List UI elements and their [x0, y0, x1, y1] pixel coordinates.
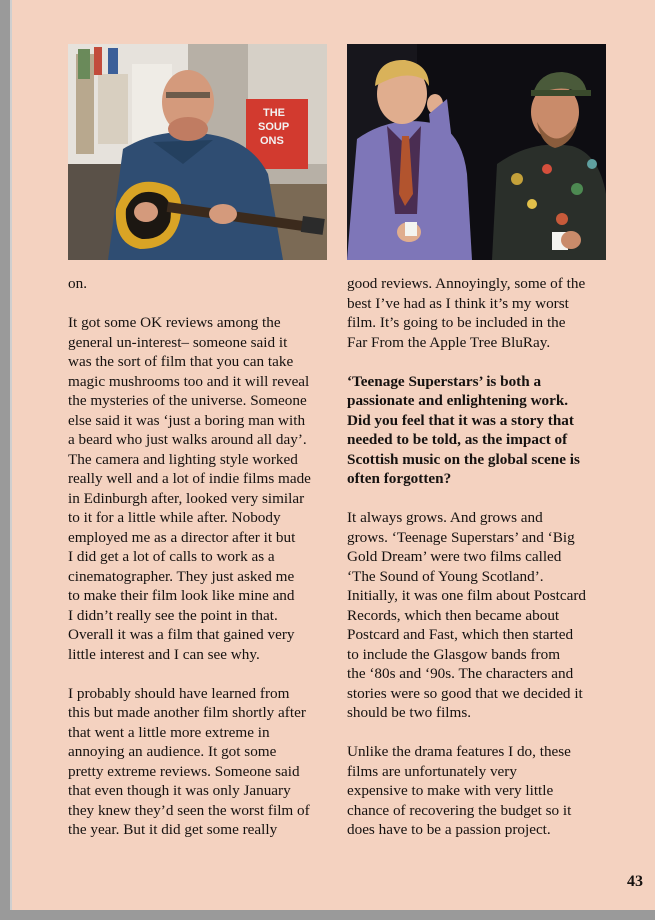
text-line: they knew they’d seen the worst film of: [68, 801, 310, 819]
paragraph-gap: [347, 723, 617, 743]
text-line: in Edinburgh after, looked very similar: [68, 489, 305, 507]
text-line: needed to be told, as the impact of: [347, 431, 568, 448]
paragraph-gap: [347, 489, 617, 509]
text-line: to include the Glasgow bands from: [347, 645, 561, 663]
text-line: I probably should have learned from: [68, 684, 290, 702]
text-line: Overall it was a film that gained very: [68, 626, 295, 643]
text-line: expensive to make with very little: [347, 782, 554, 799]
text-line: the mysteries of the universe. Someone: [68, 392, 307, 409]
text-line: pretty extreme reviews. Someone said: [68, 762, 300, 780]
text-line: does have to be a passion project.: [347, 821, 551, 838]
text-line: magic mushrooms too and it will reveal: [68, 372, 310, 390]
text-line: little interest and I can see why.: [68, 645, 260, 663]
text-line: Postcard and Fast, which then started: [347, 626, 574, 643]
text-line: I did get a lot of calls to work as a: [68, 548, 275, 565]
text-line: It got some OK reviews among the: [68, 314, 281, 331]
text-line: Initially, it was one film about Postcard: [347, 587, 587, 604]
text-line: Unlike the drama features I do, these: [347, 743, 571, 760]
article-left-column: [68, 274, 330, 840]
text-line: the ‘80s and ‘90s. The characters and: [347, 665, 574, 682]
photo-two-men-interview: [347, 44, 606, 260]
text-line: a beard who just walks around all day’.: [68, 431, 307, 448]
text-line: that even though it was only January: [68, 782, 291, 799]
interview-photo-illustration: [347, 44, 606, 260]
photo-man-playing-guitar: [68, 44, 327, 260]
text-line: Scottish music on the global scene is: [347, 450, 580, 468]
poster-text-line-2: SOUP: [258, 121, 290, 133]
text-line: film. It’s going to be included in the: [347, 314, 566, 331]
text-line: on.: [68, 275, 87, 292]
text-line: cinematographer. They just asked me: [68, 567, 295, 585]
paragraph-gap: [68, 664, 330, 684]
text-line: good reviews. Annoyingly, some of the: [347, 275, 586, 292]
text-line: I didn’t really see the point in that.: [68, 606, 278, 624]
text-line: to it for a little while after. Nobody: [68, 509, 281, 526]
text-line: ‘The Sound of Young Scotland’.: [347, 567, 544, 585]
text-line: was the sort of film that you can take: [68, 353, 294, 370]
text-line: this but made another film shortly after: [68, 704, 306, 721]
poster-text-line-1: THE: [263, 107, 285, 119]
text-line: should be two films.: [347, 704, 472, 721]
text-line: really well and a lot of indie films made: [68, 470, 311, 487]
paragraph-gap: [347, 352, 617, 372]
text-line: employed me as a director after it but: [68, 528, 296, 546]
text-line: Did you feel that it was a story that: [347, 411, 574, 429]
text-line: It always grows. And grows and: [347, 509, 543, 526]
page-number: 43: [627, 873, 643, 890]
text-line: stories were so good that we decided it: [347, 684, 583, 702]
article-right-column: [347, 274, 617, 840]
text-line: general un-interest– someone said it: [68, 333, 288, 351]
text-line: Gold Dream’ were two films called: [347, 548, 562, 565]
text-line: ‘Teenage Superstars’ is both a: [347, 372, 542, 390]
text-line: Far From the Apple Tree BluRay.: [347, 333, 551, 351]
text-line: The camera and lighting style worked: [68, 450, 298, 468]
text-line: Records, which then became about: [347, 606, 560, 624]
text-line: grows. ‘Teenage Superstars’ and ‘Big: [347, 528, 575, 546]
text-line: films are unfortunately very: [347, 762, 517, 780]
text-line: chance of recovering the budget so it: [347, 801, 572, 819]
paragraph-gap: [68, 294, 330, 314]
text-line: often forgotten?: [347, 470, 452, 487]
text-line: best I’ve had as I think it’s my worst: [347, 294, 569, 312]
text-line: passionate and enlightening work.: [347, 392, 569, 409]
text-line: the year. But it did get some really: [68, 821, 278, 838]
text-line: that went a little more extreme in: [68, 723, 270, 741]
guitar-photo-illustration: [68, 44, 327, 260]
poster-text-line-3: ONS: [260, 135, 284, 147]
text-line: else said it was ‘just a boring man with: [68, 411, 306, 429]
text-line: annoying an audience. It got some: [68, 743, 277, 760]
magazine-page: [12, 0, 655, 910]
text-line: to make their film look like mine and: [68, 587, 295, 604]
